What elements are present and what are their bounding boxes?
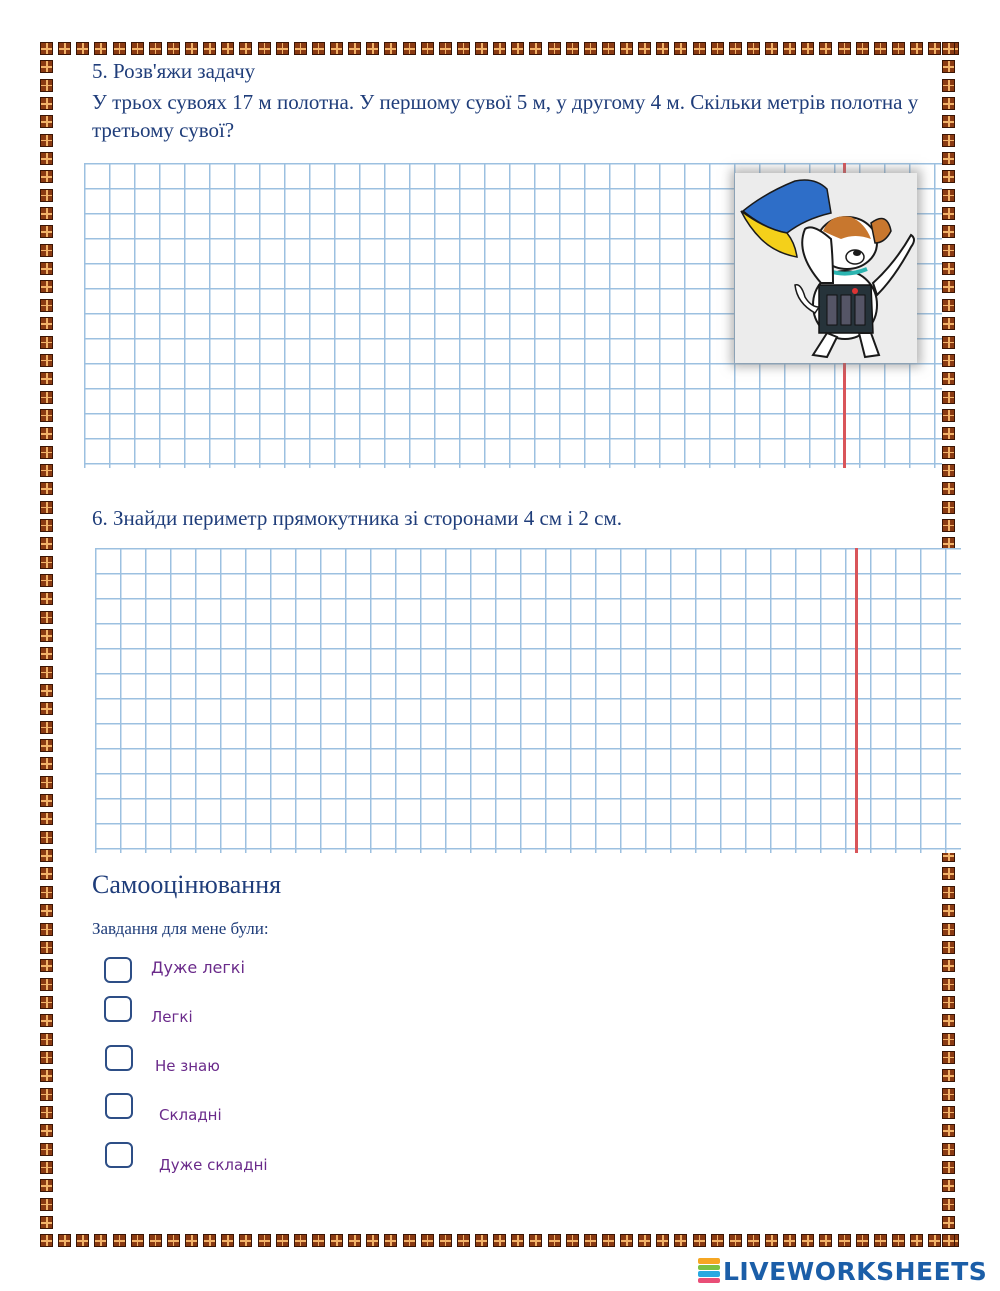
self-assessment-title: Самооцінювання (92, 870, 282, 899)
border-tile (40, 831, 53, 844)
border-tile (40, 1234, 53, 1247)
border-tile (942, 1161, 955, 1174)
task6-answer-grid[interactable] (95, 548, 961, 853)
border-tile (40, 629, 53, 642)
decorative-border-top (40, 42, 960, 56)
border-tile (548, 1234, 561, 1247)
border-tile (403, 42, 416, 55)
border-tile (511, 1234, 524, 1247)
border-tile (40, 978, 53, 991)
border-tile (457, 1234, 470, 1247)
border-tile (475, 42, 488, 55)
border-tile (40, 1161, 53, 1174)
border-tile (40, 152, 53, 165)
border-tile (40, 60, 53, 73)
border-tile (40, 262, 53, 275)
border-tile (942, 1069, 955, 1082)
border-tile (40, 867, 53, 880)
border-tile (40, 1198, 53, 1211)
border-tile (348, 1234, 361, 1247)
border-tile (258, 42, 271, 55)
border-tile (40, 354, 53, 367)
border-tile (942, 391, 955, 404)
border-tile (185, 42, 198, 55)
border-tile (765, 42, 778, 55)
border-tile (566, 1234, 579, 1247)
border-tile (40, 464, 53, 477)
decorative-border-left (40, 42, 54, 1248)
border-tile (221, 1234, 234, 1247)
self-assessment-subtitle: Завдання для мене були: (92, 919, 269, 938)
border-tile (874, 1234, 887, 1247)
option-checkbox-hard[interactable] (105, 1093, 133, 1119)
border-tile (729, 1234, 742, 1247)
border-tile (942, 1033, 955, 1046)
border-tile (711, 42, 724, 55)
border-tile (942, 1051, 955, 1064)
border-tile (294, 1234, 307, 1247)
border-tile (40, 666, 53, 679)
border-tile (856, 42, 869, 55)
border-tile (40, 1216, 53, 1229)
border-tile (942, 996, 955, 1009)
border-tile (942, 519, 955, 532)
border-tile (942, 1143, 955, 1156)
border-tile (40, 1124, 53, 1137)
border-tile (40, 996, 53, 1009)
border-tile (942, 427, 955, 440)
decorative-border-bottom (40, 1234, 960, 1248)
task5-problem-text: У трьох сувоях 17 м полотна. У першому сувої 5 м, у другому 4 м. Скільки метрів полотна у третьому сувої? (92, 90, 919, 142)
border-tile (330, 1234, 343, 1247)
border-tile (40, 482, 53, 495)
border-tile (928, 1234, 941, 1247)
border-tile (838, 42, 851, 55)
liveworksheets-logo-text: LIVEWORKSHEETS (723, 1256, 988, 1286)
border-tile (783, 1234, 796, 1247)
border-tile (674, 42, 687, 55)
border-tile (942, 978, 955, 991)
border-tile (783, 42, 796, 55)
border-tile (942, 446, 955, 459)
border-tile (40, 739, 53, 752)
option-label-very-easy: Дуже легкі (151, 958, 245, 977)
border-tile (942, 354, 955, 367)
border-tile (113, 1234, 126, 1247)
border-tile (942, 904, 955, 917)
border-tile (942, 262, 955, 275)
border-tile (76, 1234, 89, 1247)
border-tile (942, 372, 955, 385)
border-tile (638, 42, 651, 55)
border-tile (40, 317, 53, 330)
border-tile (40, 537, 53, 550)
option-label-dont-know: Не знаю (155, 1057, 220, 1075)
border-tile (801, 1234, 814, 1247)
border-tile (40, 336, 53, 349)
border-tile (40, 721, 53, 734)
border-tile (729, 42, 742, 55)
option-checkbox-easy[interactable] (104, 996, 132, 1022)
border-tile (185, 1234, 198, 1247)
border-tile (58, 42, 71, 55)
border-tile (942, 189, 955, 202)
border-tile (584, 42, 597, 55)
border-tile (475, 1234, 488, 1247)
border-tile (221, 42, 234, 55)
border-tile (40, 115, 53, 128)
border-tile (167, 1234, 180, 1247)
border-tile (239, 1234, 252, 1247)
border-tile (711, 1234, 724, 1247)
border-tile (40, 776, 53, 789)
border-tile (40, 1143, 53, 1156)
border-tile (94, 1234, 107, 1247)
border-tile (942, 134, 955, 147)
border-tile (330, 42, 343, 55)
border-tile (942, 409, 955, 422)
border-tile (258, 1234, 271, 1247)
border-tile (892, 42, 905, 55)
option-checkbox-very-easy[interactable] (104, 957, 132, 983)
border-tile (294, 42, 307, 55)
border-tile (40, 611, 53, 624)
border-tile (620, 42, 633, 55)
border-tile (942, 60, 955, 73)
border-tile (942, 207, 955, 220)
border-tile (693, 42, 706, 55)
border-tile (910, 1234, 923, 1247)
border-tile (131, 1234, 144, 1247)
border-tile (819, 42, 832, 55)
border-tile (942, 1014, 955, 1027)
border-tile (566, 42, 579, 55)
border-tile (874, 42, 887, 55)
border-tile (40, 923, 53, 936)
border-tile (40, 134, 53, 147)
border-tile (674, 1234, 687, 1247)
border-tile (40, 1033, 53, 1046)
border-tile (312, 1234, 325, 1247)
border-tile (942, 299, 955, 312)
border-tile (40, 1014, 53, 1027)
border-tile (40, 501, 53, 514)
border-tile (656, 42, 669, 55)
option-label-hard: Складні (159, 1106, 222, 1124)
border-tile (747, 42, 760, 55)
task5-title: 5. Розв'яжи задачу (92, 59, 256, 83)
border-tile (421, 1234, 434, 1247)
border-tile (942, 1216, 955, 1229)
option-checkbox-very-hard[interactable] (105, 1142, 133, 1168)
border-tile (384, 1234, 397, 1247)
border-tile (384, 42, 397, 55)
border-tile (40, 794, 53, 807)
border-tile (276, 1234, 289, 1247)
border-tile (942, 97, 955, 110)
option-checkbox-dont-know[interactable] (105, 1045, 133, 1071)
border-tile (942, 1234, 955, 1247)
border-tile (656, 1234, 669, 1247)
border-tile (942, 280, 955, 293)
border-tile (40, 849, 53, 862)
border-tile (942, 923, 955, 936)
border-tile (421, 42, 434, 55)
border-tile (40, 170, 53, 183)
border-tile (40, 79, 53, 92)
border-tile (942, 244, 955, 257)
border-tile (942, 42, 955, 55)
border-tile (493, 1234, 506, 1247)
border-tile (40, 446, 53, 459)
border-tile (584, 1234, 597, 1247)
border-tile (819, 1234, 832, 1247)
border-tile (40, 372, 53, 385)
border-tile (942, 170, 955, 183)
border-tile (942, 1198, 955, 1211)
border-tile (439, 1234, 452, 1247)
border-tile (40, 647, 53, 660)
border-tile (40, 427, 53, 440)
border-tile (620, 1234, 633, 1247)
border-tile (203, 42, 216, 55)
border-tile (40, 959, 53, 972)
border-tile (76, 42, 89, 55)
border-tile (40, 812, 53, 825)
border-tile (942, 79, 955, 92)
border-tile (910, 42, 923, 55)
border-tile (602, 42, 615, 55)
border-tile (40, 391, 53, 404)
border-tile (942, 1179, 955, 1192)
option-label-very-hard: Дуже складні (159, 1156, 268, 1174)
border-tile (40, 574, 53, 587)
border-tile (457, 42, 470, 55)
border-tile (529, 1234, 542, 1247)
border-tile (801, 42, 814, 55)
border-tile (693, 1234, 706, 1247)
border-tile (40, 1088, 53, 1101)
border-tile (403, 1234, 416, 1247)
border-tile (58, 1234, 71, 1247)
border-tile (529, 42, 542, 55)
border-tile (40, 97, 53, 110)
border-tile (239, 42, 252, 55)
border-tile (366, 1234, 379, 1247)
border-tile (765, 1234, 778, 1247)
border-tile (203, 1234, 216, 1247)
border-tile (149, 1234, 162, 1247)
border-tile (40, 519, 53, 532)
border-tile (942, 317, 955, 330)
option-label-easy: Легкі (151, 1008, 193, 1026)
border-tile (942, 941, 955, 954)
border-tile (40, 941, 53, 954)
border-tile (942, 959, 955, 972)
border-tile (40, 189, 53, 202)
border-tile (942, 115, 955, 128)
border-tile (638, 1234, 651, 1247)
border-tile (838, 1234, 851, 1247)
border-tile (439, 42, 452, 55)
border-tile (40, 1179, 53, 1192)
border-tile (511, 42, 524, 55)
border-tile (40, 904, 53, 917)
border-tile (40, 225, 53, 238)
border-tile (40, 886, 53, 899)
border-tile (40, 702, 53, 715)
border-tile (942, 482, 955, 495)
border-tile (40, 556, 53, 569)
border-tile (113, 42, 126, 55)
task6-title: 6. Знайди периметр прямокутника зі сторонами 4 см і 2 см. (92, 506, 623, 530)
border-tile (40, 42, 53, 55)
border-tile (348, 42, 361, 55)
border-tile (276, 42, 289, 55)
border-tile (892, 1234, 905, 1247)
border-tile (40, 409, 53, 422)
border-tile (40, 757, 53, 770)
border-tile (942, 867, 955, 880)
border-tile (942, 501, 955, 514)
border-tile (942, 225, 955, 238)
border-tile (942, 464, 955, 477)
border-tile (40, 280, 53, 293)
liveworksheets-badge-icon (698, 1258, 720, 1284)
border-tile (40, 1051, 53, 1064)
border-tile (40, 592, 53, 605)
border-tile (40, 1069, 53, 1082)
border-tile (747, 1234, 760, 1247)
border-tile (40, 299, 53, 312)
border-tile (131, 42, 144, 55)
border-tile (942, 152, 955, 165)
border-tile (40, 207, 53, 220)
dog-with-ukrainian-flag-icon (735, 173, 917, 363)
border-tile (942, 1106, 955, 1119)
border-tile (149, 42, 162, 55)
border-tile (942, 1124, 955, 1137)
border-tile (40, 244, 53, 257)
border-tile (602, 1234, 615, 1247)
task6-margin-line (855, 548, 858, 853)
border-tile (856, 1234, 869, 1247)
border-tile (312, 42, 325, 55)
border-tile (366, 42, 379, 55)
border-tile (928, 42, 941, 55)
border-tile (94, 42, 107, 55)
liveworksheets-logo[interactable] (698, 1257, 987, 1285)
border-tile (942, 886, 955, 899)
border-tile (548, 42, 561, 55)
border-tile (40, 684, 53, 697)
border-tile (167, 42, 180, 55)
border-tile (942, 1088, 955, 1101)
border-tile (493, 42, 506, 55)
border-tile (40, 1106, 53, 1119)
border-tile (942, 336, 955, 349)
